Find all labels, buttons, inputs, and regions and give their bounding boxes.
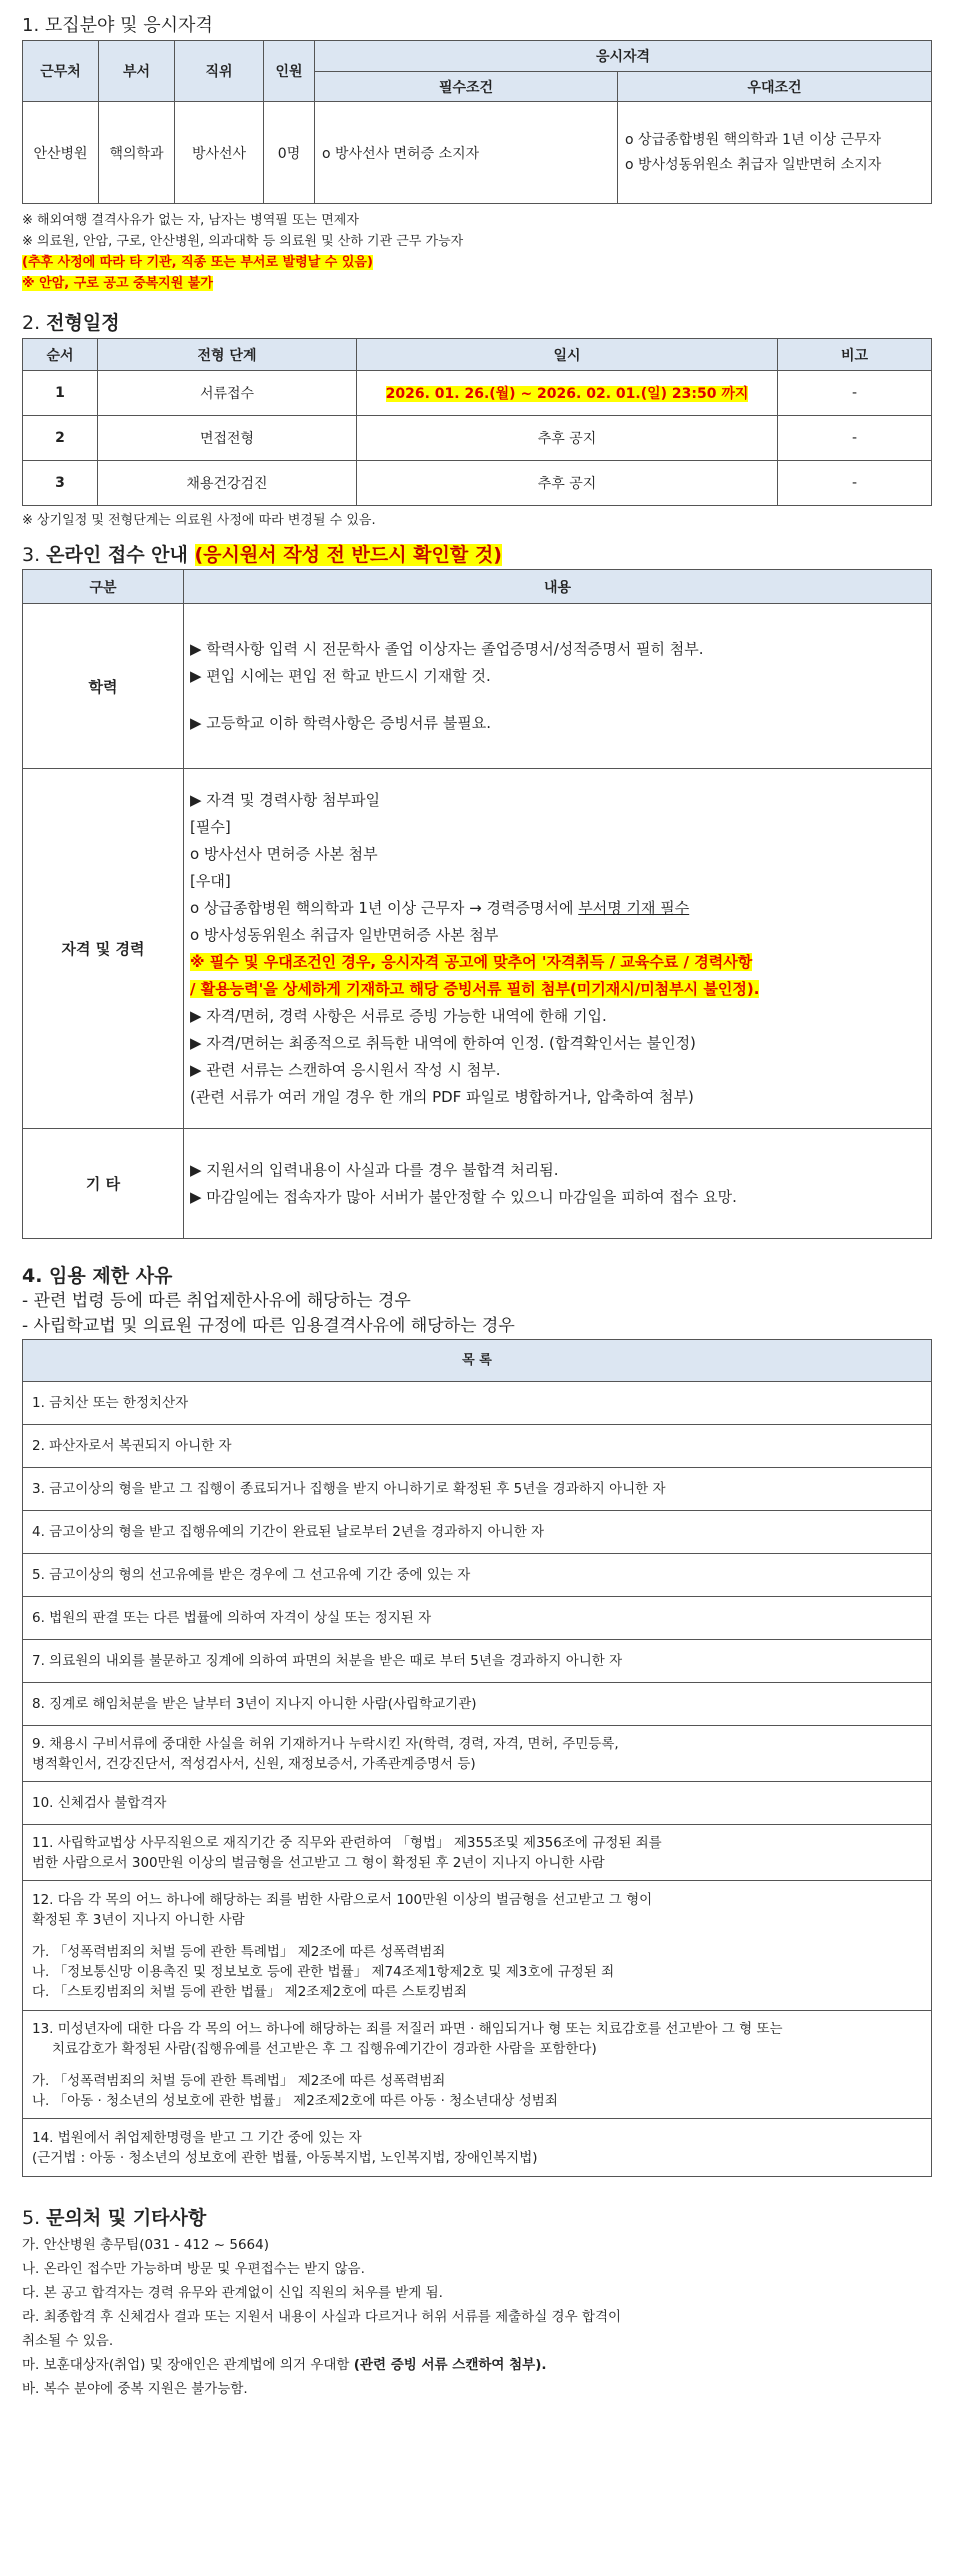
contact-line: 라. 최종합격 후 신체검사 결과 또는 지원서 내용이 사실과 다르거나 허위 서류를 제출하실 경우 합격이 bbox=[22, 2309, 622, 2325]
contact-line: 바. 복수 분야에 중복 지원은 불가능함. bbox=[22, 2381, 248, 2397]
qual-warning: ※ 필수 및 우대조건인 경우, 응시자격 공고에 맞추어 '자격취득 / 교육수료 / 경력사항 bbox=[190, 952, 753, 971]
item-12-sub: 가. 「성폭력범죄의 처벌 등에 관한 특례법」 제2조에 따른 성폭력범죄 bbox=[32, 1943, 446, 1960]
contact-line: 취소될 수 있음. bbox=[22, 2333, 114, 2349]
section-4 bbox=[22, 1263, 932, 2177]
item-12-line: 확정된 후 3년이 지나지 아니한 사람 bbox=[32, 1911, 245, 1928]
contact-line: 다. 본 공고 합격자는 경력 유무와 관계없이 신입 직원의 처우를 받게 됨. bbox=[22, 2285, 443, 2301]
section-3-label: 온라인 접수 안내 bbox=[46, 544, 195, 566]
header-required: 필수조건 bbox=[315, 72, 618, 102]
qual-line: [우대] bbox=[190, 871, 231, 890]
section-3-number: 3. bbox=[22, 544, 47, 566]
etc-content bbox=[184, 1129, 932, 1239]
schedule-order: 2 bbox=[23, 416, 98, 461]
restriction-item: 10. 신체검사 불합격자 bbox=[23, 1782, 932, 1825]
category-qualification: 자격 및 경력 bbox=[23, 769, 184, 1129]
header-remark: 비고 bbox=[778, 339, 932, 371]
qual-line: [필수] bbox=[190, 817, 231, 836]
education-line: ▶ 편입 시에는 편입 전 학교 반드시 기재할 것. bbox=[190, 666, 491, 685]
restriction-item bbox=[23, 1881, 932, 2011]
schedule-table bbox=[22, 338, 932, 506]
section-2 bbox=[22, 308, 932, 531]
item-13-line: 13. 미성년자에 대한 다음 각 목의 어느 하나에 해당하는 죄를 저질러 파면 · 해임되거나 형 또는 치료감호를 선고받아 그 형 또는 bbox=[32, 2020, 783, 2037]
schedule-row bbox=[23, 461, 932, 506]
schedule-row bbox=[23, 416, 932, 461]
restriction-item: 8. 징계로 해임처분을 받은 날부터 3년이 지나지 아니한 사람(사립학교기관) bbox=[23, 1683, 932, 1726]
section-5 bbox=[22, 2203, 932, 2401]
qual-line: ▶ 자격/면허, 경력 사항은 서류로 증빙 가능한 내역에 한해 기입. bbox=[190, 1006, 607, 1025]
section-2-title bbox=[22, 308, 932, 338]
section-2-number: 2. bbox=[22, 312, 47, 334]
section-4-sub2: - 사립학교법 및 의료원 규정에 따른 임용결격사유에 해당하는 경우 bbox=[22, 1316, 515, 1336]
cell-dept: 핵의학과 bbox=[99, 102, 175, 204]
header-preferred: 우대조건 bbox=[618, 72, 932, 102]
header-content: 내용 bbox=[184, 570, 932, 604]
schedule-stage: 채용건강검진 bbox=[98, 461, 357, 506]
section-1-title: 1. 모집분야 및 응시자격 bbox=[22, 15, 213, 36]
section-4-title: 4. 임용 제한 사유 bbox=[22, 1265, 173, 1287]
note-transfer: (추후 사정에 따라 타 기관, 직종 또는 부서로 발령날 수 있음) bbox=[22, 255, 373, 270]
schedule-remark: - bbox=[778, 461, 932, 506]
restriction-item: 1. 금치산 또는 한정치산자 bbox=[23, 1382, 932, 1425]
online-application-table bbox=[22, 569, 932, 1239]
qual-line: o 방사성동위원소 취급자 일반면허증 사본 첨부 bbox=[190, 925, 499, 944]
header-stage: 전형 단계 bbox=[98, 339, 357, 371]
section-3 bbox=[22, 541, 932, 1239]
restriction-item bbox=[23, 2011, 932, 2119]
schedule-date: 2026. 01. 26.(월) ~ 2026. 02. 01.(일) 23:50 까지 bbox=[385, 386, 749, 402]
education-content bbox=[184, 604, 932, 769]
header-order: 순서 bbox=[23, 339, 98, 371]
qual-line: o 방사선사 면허증 사본 첨부 bbox=[190, 844, 378, 863]
restriction-item bbox=[23, 2119, 932, 2177]
item-14-line: (근거법 : 아동 · 청소년의 성보호에 관한 법률, 아동복지법, 노인복지법, 장애인복지법) bbox=[32, 2149, 538, 2166]
etc-line: ▶ 마감일에는 접속자가 많아 서버가 불안정할 수 있으니 마감일을 피하여 접수 요망. bbox=[190, 1187, 737, 1206]
qual-line-underline: 부서명 기재 필수 bbox=[578, 898, 690, 917]
contact-list bbox=[22, 2233, 932, 2401]
item-12-sub: 나. 「정보통신망 이용촉진 및 정보보호 등에 관한 법률」 제74조제1항제2호 및 제3호에 규정된 죄 bbox=[32, 1963, 615, 1980]
schedule-order: 1 bbox=[23, 371, 98, 416]
education-line: ▶ 학력사항 입력 시 전문학사 졸업 이상자는 졸업증명서/성적증명서 필히 첨부. bbox=[190, 639, 704, 658]
section-5-number: 5. bbox=[22, 2207, 47, 2229]
section-2-label: 전형일정 bbox=[46, 312, 120, 334]
restriction-item: 5. 금고이상의 형의 선고유예를 받은 경우에 그 선고유예 기간 중에 있는 자 bbox=[23, 1554, 932, 1597]
contact-line: 가. 안산병원 총무팀(031 - 412 ~ 5664) bbox=[22, 2237, 269, 2253]
contact-line: 나. 온라인 접수만 가능하며 방문 및 우편접수는 받지 않음. bbox=[22, 2261, 365, 2277]
note-duplicate: ※ 안암, 구로 공고 중복지원 불가 bbox=[22, 276, 213, 291]
header-category: 구분 bbox=[23, 570, 184, 604]
header-qualification: 응시자격 bbox=[315, 41, 932, 72]
document bbox=[22, 12, 932, 2401]
header-place: 근무처 bbox=[23, 41, 99, 102]
cell-count: 0명 bbox=[264, 102, 315, 204]
restriction-header: 목 록 bbox=[23, 1340, 932, 1382]
qual-warning: / 활용능력'을 상세하게 기재하고 해당 증빙서류 필히 첨부(미기재시/미첨부시 불인정). bbox=[190, 979, 760, 998]
schedule-remark: - bbox=[778, 416, 932, 461]
category-etc: 기 타 bbox=[23, 1129, 184, 1239]
cell-required: o 방사선사 면허증 소지자 bbox=[315, 102, 618, 204]
item-14-line: 14. 법원에서 취업제한명령을 받고 그 기간 중에 있는 자 bbox=[32, 2129, 362, 2146]
header-count: 인원 bbox=[264, 41, 315, 102]
qual-line bbox=[190, 895, 925, 922]
restriction-item: 2. 파산자로서 복권되지 아니한 자 bbox=[23, 1425, 932, 1468]
etc-line: ▶ 지원서의 입력내용이 사실과 다를 경우 불합격 처리됨. bbox=[190, 1160, 559, 1179]
item-13-line: 치료감호가 확정된 사람(집행유예를 선고받은 후 그 집행유예기간이 경과한 사람을 포함한다) bbox=[52, 2040, 597, 2057]
restriction-item: 7. 의료원의 내외를 불문하고 징계에 의하여 파면의 처분을 받은 때로 부터 5년을 경과하지 아니한 자 bbox=[23, 1640, 932, 1683]
item-9-line: 병적확인서, 건강진단서, 적성검사서, 신원, 재정보증서, 가족관계증명서 등) bbox=[32, 1755, 476, 1772]
preferred-2: o 방사성동위원소 취급자 일반면허 소지자 bbox=[625, 156, 882, 173]
section-4-sub1: - 관련 법령 등에 따른 취업제한사유에 해당하는 경우 bbox=[22, 1291, 411, 1311]
schedule-note: ※ 상기일정 및 전형단계는 의료원 사정에 따라 변경될 수 있음. bbox=[22, 513, 376, 528]
header-date: 일시 bbox=[357, 339, 778, 371]
header-dept: 부서 bbox=[99, 41, 175, 102]
schedule-row bbox=[23, 371, 932, 416]
schedule-order: 3 bbox=[23, 461, 98, 506]
cell-job: 방사선사 bbox=[175, 102, 264, 204]
preferred-1: o 상급종합병원 핵의학과 1년 이상 근무자 bbox=[625, 131, 882, 148]
restriction-item bbox=[23, 1825, 932, 1881]
qual-line: ▶ 자격/면허는 최종적으로 취득한 내역에 한하여 인정. (합격확인서는 불인정) bbox=[190, 1033, 696, 1052]
contact-line bbox=[22, 2353, 932, 2377]
section-3-title bbox=[22, 541, 932, 569]
restriction-item: 3. 금고이상의 형을 받고 그 집행이 종료되거나 집행을 받지 아니하기로 확정된 후 5년을 경과하지 아니한 자 bbox=[23, 1468, 932, 1511]
contact-line-bold: (관련 증빙 서류 스캔하여 첨부). bbox=[353, 2357, 547, 2373]
item-13-sub: 나. 「아동 · 청소년의 성보호에 관한 법률」 제2조제2호에 따른 아동 · 청소년대상 성범죄 bbox=[32, 2092, 558, 2109]
restriction-item: 4. 금고이상의 형을 받고 집행유예의 기간이 완료된 날로부터 2년을 경과하지 아니한 자 bbox=[23, 1511, 932, 1554]
item-13-sub: 가. 「성폭력범죄의 처벌 등에 관한 특례법」 제2조에 따른 성폭력범죄 bbox=[32, 2072, 446, 2089]
item-12-sub: 다. 「스토킹범죄의 처벌 등에 관한 법률」 제2조제2호에 따른 스토킹범죄 bbox=[32, 1983, 467, 2000]
restriction-item bbox=[23, 1726, 932, 1782]
cell-preferred bbox=[618, 102, 932, 204]
item-12-line: 12. 다음 각 목의 어느 하나에 해당하는 죄를 범한 사람으로서 100만원 이상의 벌금형을 선고받고 그 형이 bbox=[32, 1891, 653, 1908]
item-11-line: 11. 사립학교법상 사무직원으로 재직기간 중 직무와 관련하여 「형법」 제355조및 제356조에 규정된 죄를 bbox=[32, 1834, 662, 1851]
qual-line: (관련 서류가 여러 개일 경우 한 개의 PDF 파일로 병합하거나, 압축하여 첨부) bbox=[190, 1087, 694, 1106]
cell-place: 안산병원 bbox=[23, 102, 99, 204]
schedule-stage: 서류접수 bbox=[98, 371, 357, 416]
section-3-warning: (응시원서 작성 전 반드시 확인할 것) bbox=[194, 544, 502, 566]
recruitment-table bbox=[22, 40, 932, 204]
item-9-line: 9. 채용시 구비서류에 중대한 사실을 허위 기재하거나 누락시킨 자(학력, 경력, 자격, 면허, 주민등록, bbox=[32, 1735, 619, 1752]
section-1 bbox=[22, 12, 932, 294]
qual-line: ▶ 자격 및 경력사항 첨부파일 bbox=[190, 790, 380, 809]
schedule-date: 추후 공지 bbox=[357, 461, 778, 506]
schedule-remark: - bbox=[778, 371, 932, 416]
section-5-title bbox=[22, 2203, 932, 2233]
header-job: 직위 bbox=[175, 41, 264, 102]
category-education: 학력 bbox=[23, 604, 184, 769]
qual-line: ▶ 관련 서류는 스캔하여 응시원서 작성 시 첨부. bbox=[190, 1060, 501, 1079]
schedule-date: 추후 공지 bbox=[357, 416, 778, 461]
schedule-stage: 면접전형 bbox=[98, 416, 357, 461]
education-line: ▶ 고등학교 이하 학력사항은 증빙서류 불필요. bbox=[190, 713, 491, 732]
restriction-table bbox=[22, 1339, 932, 2177]
contact-line-text: 마. 보훈대상자(취업) 및 장애인은 관계법에 의거 우대함 bbox=[22, 2357, 354, 2373]
restriction-item: 6. 법원의 판결 또는 다른 법률에 의하여 자격이 상실 또는 정지된 자 bbox=[23, 1597, 932, 1640]
note-travel: ※ 해외여행 결격사유가 없는 자, 남자는 병역필 또는 면제자 bbox=[22, 213, 359, 228]
section-5-label: 문의처 및 기타사항 bbox=[46, 2207, 207, 2229]
qualification-content bbox=[184, 769, 932, 1129]
note-workplace: ※ 의료원, 안암, 구로, 안산병원, 의과대학 등 의료원 및 산하 기관 근무 가능자 bbox=[22, 234, 464, 249]
qual-line-text: o 상급종합병원 핵의학과 1년 이상 근무자 → 경력증명서에 bbox=[190, 898, 579, 917]
item-11-line: 범한 사람으로서 300만원 이상의 벌금형을 선고받고 그 형이 확정된 후 2년이 지나지 아니한 사람 bbox=[32, 1854, 605, 1871]
